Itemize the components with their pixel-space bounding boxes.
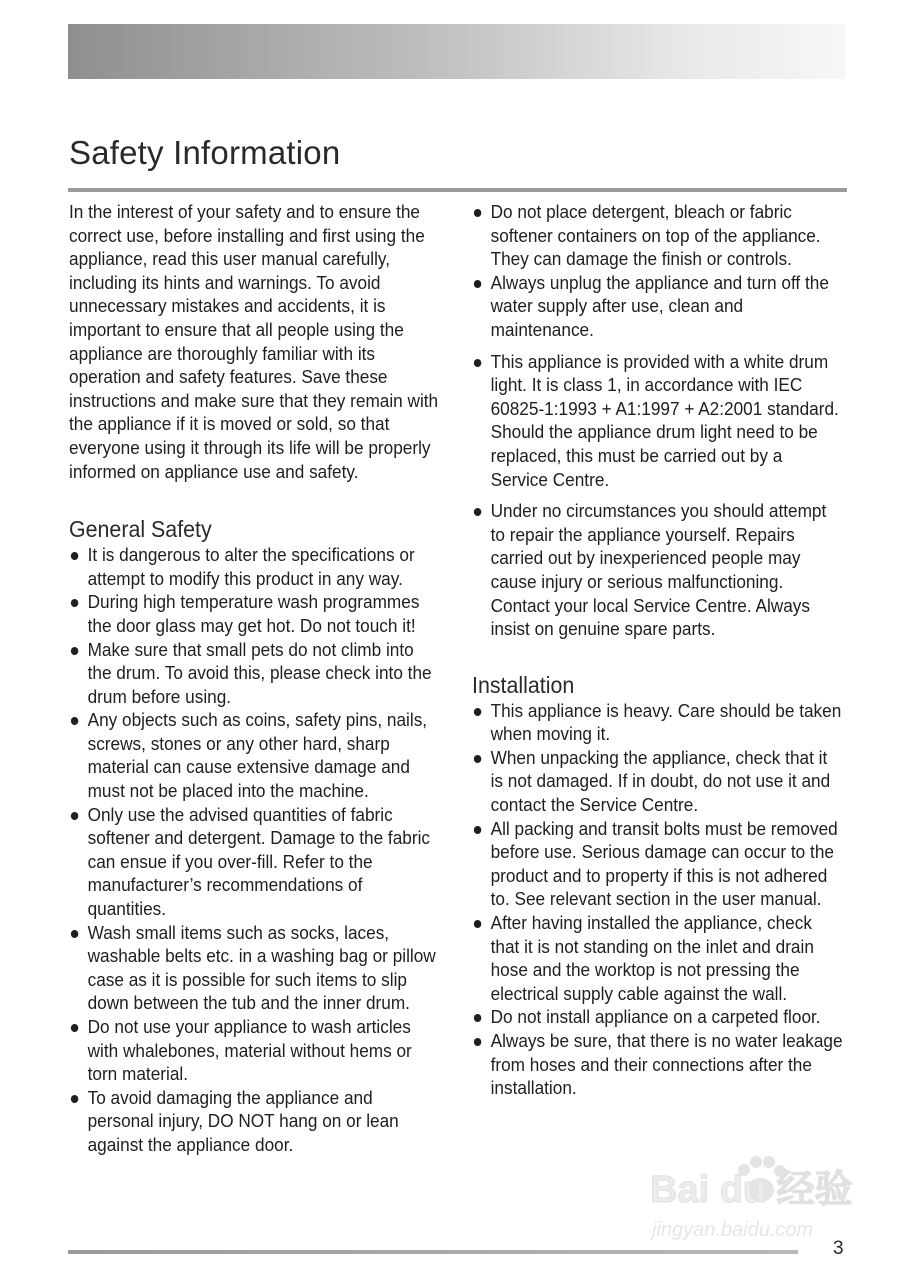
- list-item: Any objects such as coins, safety pins, nails, screws, stones or any other hard, sharp material can cause extensive damage and must not be placed into the machine.: [69, 708, 441, 802]
- general-safety-list: [69, 543, 441, 1156]
- list-item: Only use the advised quantities of fabric softener and detergent. Damage to the fabric can ensue if you over-fill. Refer to the manufacturer’s recommendations of quantities.: [69, 803, 441, 921]
- installation-heading: Installation: [472, 671, 575, 698]
- right-column: [472, 200, 844, 1100]
- list-item: Always be sure, that there is no water leakage from hoses and their connections after the installation.: [472, 1029, 844, 1100]
- list-item: This appliance is heavy. Care should be taken when moving it.: [472, 699, 844, 746]
- footer-divider: [68, 1250, 798, 1254]
- list-item: When unpacking the appliance, check that it is not damaged. If in doubt, do not use it and contact the Service Centre.: [472, 746, 844, 817]
- list-item: Do not use your appliance to wash articles with whalebones, material without hems or torn material.: [69, 1015, 441, 1086]
- list-item: It is dangerous to alter the specifications or attempt to modify this product in any way.: [69, 543, 441, 590]
- page-title: Safety Information: [69, 134, 341, 171]
- list-item: Do not place detergent, bleach or fabric softener containers on top of the appliance. They can damage the finish or controls.: [472, 200, 844, 271]
- installation-list: [472, 699, 844, 1100]
- general-safety-heading: General Safety: [69, 516, 212, 543]
- title-divider: [68, 188, 847, 192]
- list-item: All packing and transit bolts must be removed before use. Serious damage can occur to the product and to property if this is not adhered to. See relevant section in the user manual.: [472, 817, 844, 911]
- list-item: Always unplug the appliance and turn off the water supply after use, clean and maintenance.: [472, 271, 844, 342]
- list-item: To avoid damaging the appliance and personal injury, DO NOT hang on or lean against the appliance door.: [69, 1086, 441, 1157]
- watermark-brand: Bai du 经验: [650, 1169, 853, 1211]
- header-bar: [68, 24, 846, 79]
- list-item: Do not install appliance on a carpeted floor.: [472, 1005, 844, 1029]
- watermark-url: jingyan.baidu.com: [652, 1219, 814, 1241]
- list-item: This appliance is provided with a white drum light. It is class 1, in accordance with IEC 60825-1:1993 + A1:1997 + A2:2001 standard. Should the appliance drum light need to be replaced, this must be carried out by a Service Centre.: [472, 350, 844, 492]
- page-number: 3: [833, 1238, 844, 1259]
- intro-paragraph: In the interest of your safety and to ensure the correct use, before installing and first using the appliance, read this user manual carefully, including its hints and warnings. To avoid unnecessary mistakes and accidents, it is important to ensure that all people using the appliance are thoroughly familiar with its operation and safety features. Save these instructions and make sure that they remain with the appliance if it is moved or sold, so that everyone using it through its life will be properly informed on appliance use and safety.: [69, 201, 439, 482]
- safety-continued-list: [472, 200, 844, 641]
- left-column: [69, 200, 441, 1157]
- list-item: During high temperature wash programmes the door glass may get hot. Do not touch it!: [69, 590, 441, 637]
- baidu-watermark: [648, 1150, 858, 1245]
- list-item: Under no circumstances you should attempt to repair the appliance yourself. Repairs carried out by inexperienced people may cause injury or serious malfunctioning. Contact your local Service Centre. Always insist on genuine spare parts.: [472, 499, 844, 641]
- list-item: After having installed the appliance, check that it is not standing on the inlet and drain hose and the worktop is not pressing the electrical supply cable against the wall.: [472, 911, 844, 1005]
- list-item: Make sure that small pets do not climb into the drum. To avoid this, please check into the drum before using.: [69, 638, 441, 709]
- list-item: Wash small items such as socks, laces, washable belts etc. in a washing bag or pillow case as it is possible for such items to slip down between the tub and the inner drum.: [69, 921, 441, 1015]
